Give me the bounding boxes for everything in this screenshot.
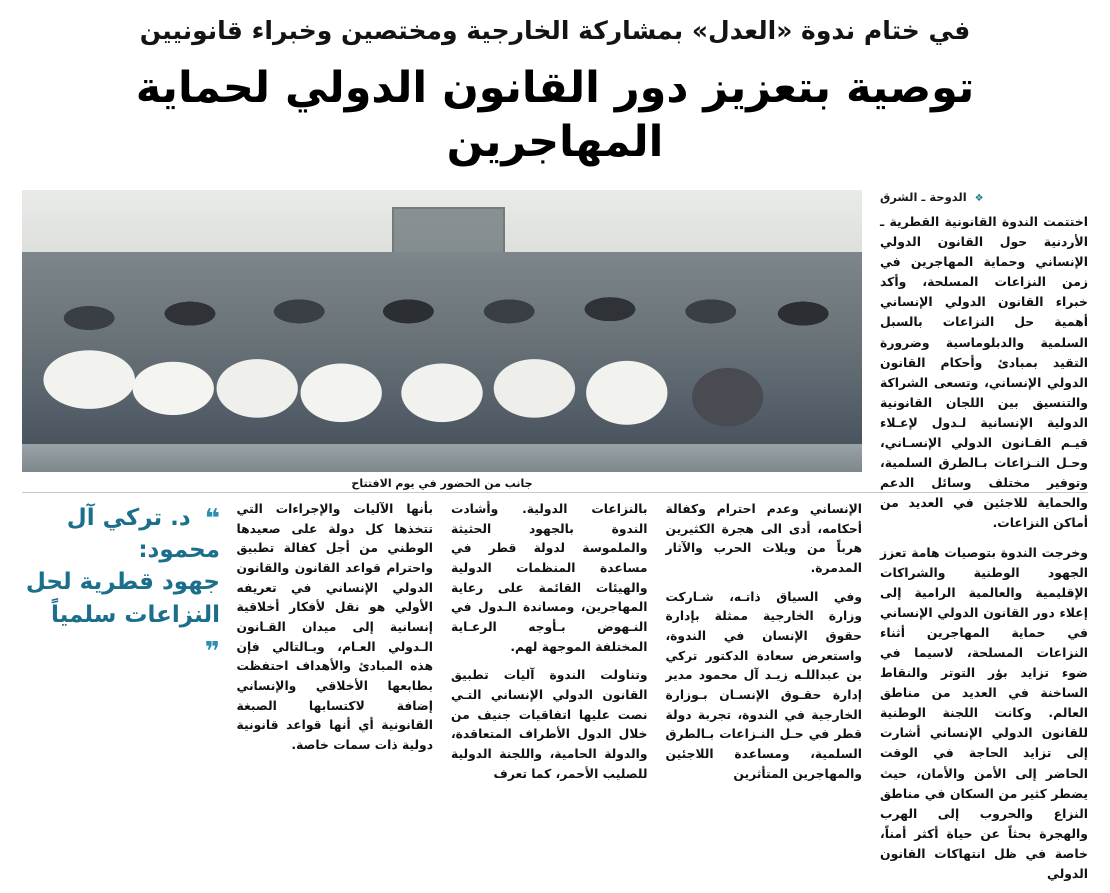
pull-quote-heading	[24, 502, 220, 665]
body-column-2	[666, 500, 863, 793]
pull-quote-text: جهود قطرية لحل النزاعات سلمياً	[25, 569, 220, 628]
article-kicker: في ختام ندوة «العدل» بمشاركة الخارجية ومختصين وخبراء قانونيين	[139, 16, 971, 45]
pull-quote-name: د. تركي آل محمود:	[66, 505, 220, 564]
body-column-4	[237, 500, 434, 793]
divider	[22, 492, 1088, 493]
body-column-3	[451, 500, 648, 793]
paragraph: وتناولت الندوة آليات تطبيق القانون الدولي الإنساني التـي نصت عليها اتفاقيات جنيف من خلال الدول الأطراف المتعاقدة، والدولة الحامية، واللجنة الدولية للصليب الأحمر، كما تعرف	[451, 668, 648, 781]
photo-floor	[22, 444, 862, 472]
paragraph: وخرجت الندوة بتوصيات هامة تعزز الجهود الوطنية والشراكات الإقليمية والعالمية الرامية إلى إعلاء دور القانون الدولي الإنساني في حماية المهاجرين أثناء النزاعات المسلحة، لاسيما في ضوء تزايد بؤر التوتر والنقاط الساخنة في العديد من مناطق العالم. وكانت اللجنة الوطنية للقانون الدولي الإنساني أشارت إلى تزايد الحاجة في الوقت الحاضر إلى الأمن والأمان، حيث يضطر كثير من السكان في مناطق النزاع والحروب إلى الهرب والهجرة بحثاً عن حياة أكثر أمناً، خاصة في ظل انتهاكات القانون الدولي	[880, 544, 1088, 881]
paragraph: اختتمت الندوة القانونية القطرية ـ الأردنية حول القانون الدولي الإنساني وحماية المهاجرين في زمن النزاعات المسلحة، وأكد خبراء القانون الدولي الإنساني أهمية حل النزاعات بالسبل السلمية والدبلوماسية وضرورة التقيد بمبادئ وأحكام القانون الدولي الإنساني، وتسعى الشراكة والتنسيق بين اللجان القانونية الدولية الإنسانية لـدول لإعـلاء قيـم القـانون الدولي الإنسـاني، وحـل النـزاعات بـالطرق السلمية، وتوفير مختلف وسائل الدعم والحماية للاجئين في العديد من أماكن النزاعات.	[880, 214, 1088, 531]
byline	[880, 190, 1088, 204]
lead-column	[880, 190, 1088, 893]
page-title: توصية بتعزيز دور القانون الدولي لحماية المهاجرين	[135, 62, 975, 167]
paragraph: بأنها الآليات والإجراءات التي تتخذها كل دولة على صعيدها الوطني من أجل كفالة تطبيق واحترام قواعد القانون والقانون الدولي الإنساني في تعريفه الأولي هو نقل لأفكار أخلاقية إنسانية إلى ميدان القـانون الـدولي العـام، وبـالتالي فإن هذه المبادئ والأهداف احتفظت بطابعها الأخلاقي والإنساني إضافة لاكتسابها الصبغة القانونية أي أنها قواعد قانونية دولية ذات سمات خاصة.	[236, 502, 433, 753]
quote-close-icon: ❞	[204, 636, 220, 667]
byline-text: الدوحة ـ الشرق	[880, 190, 967, 204]
lead-column-text	[880, 212, 1088, 884]
article-content	[0, 184, 1110, 881]
diamond-icon: ❖	[974, 193, 984, 204]
paragraph: الإنساني وعدم احترام وكفالة أحكامه، أدى الى هجرة الكثيرين هرباً من ويلات الحرب والآثار المدمرة.	[665, 502, 862, 576]
photo-caption: جانب من الحضور في يوم الافتتاح	[351, 477, 533, 490]
photo-audience	[22, 252, 862, 472]
pull-quote	[24, 502, 220, 665]
paragraph: وفي السياق ذاتـه، شـاركت وزارة الخارجية ممثلة بإدارة حقوق الإنسان في الندوة، واستعرض سعادة الدكتور تركي بن عبداللـه زيـد آل محمود مدير إدارة حقـوق الإنسـان بـوزارة الخارجية في الندوة، تجربة دولة قطر في حـل النـزاعات بـالطرق السلمية، ومساعدة اللاجئين والمهاجرين المتأثرين	[665, 589, 862, 781]
lead-photo	[22, 190, 862, 472]
paragraph: بالنزاعات الدولية. وأشادت الندوة بالجهود الحثيثة والملموسة لدولة قطر في مساعدة المنظمات الدولية والهيئات القائمة على رعاية المهاجرين، ومساندة الـدول في النـهوض بـأوجه الرعـاية المختلفة الموجهة لهم.	[451, 502, 648, 654]
quote-open-icon: ❝	[204, 503, 220, 534]
newspaper-page	[0, 14, 1110, 881]
lead-photo-block	[22, 190, 862, 490]
